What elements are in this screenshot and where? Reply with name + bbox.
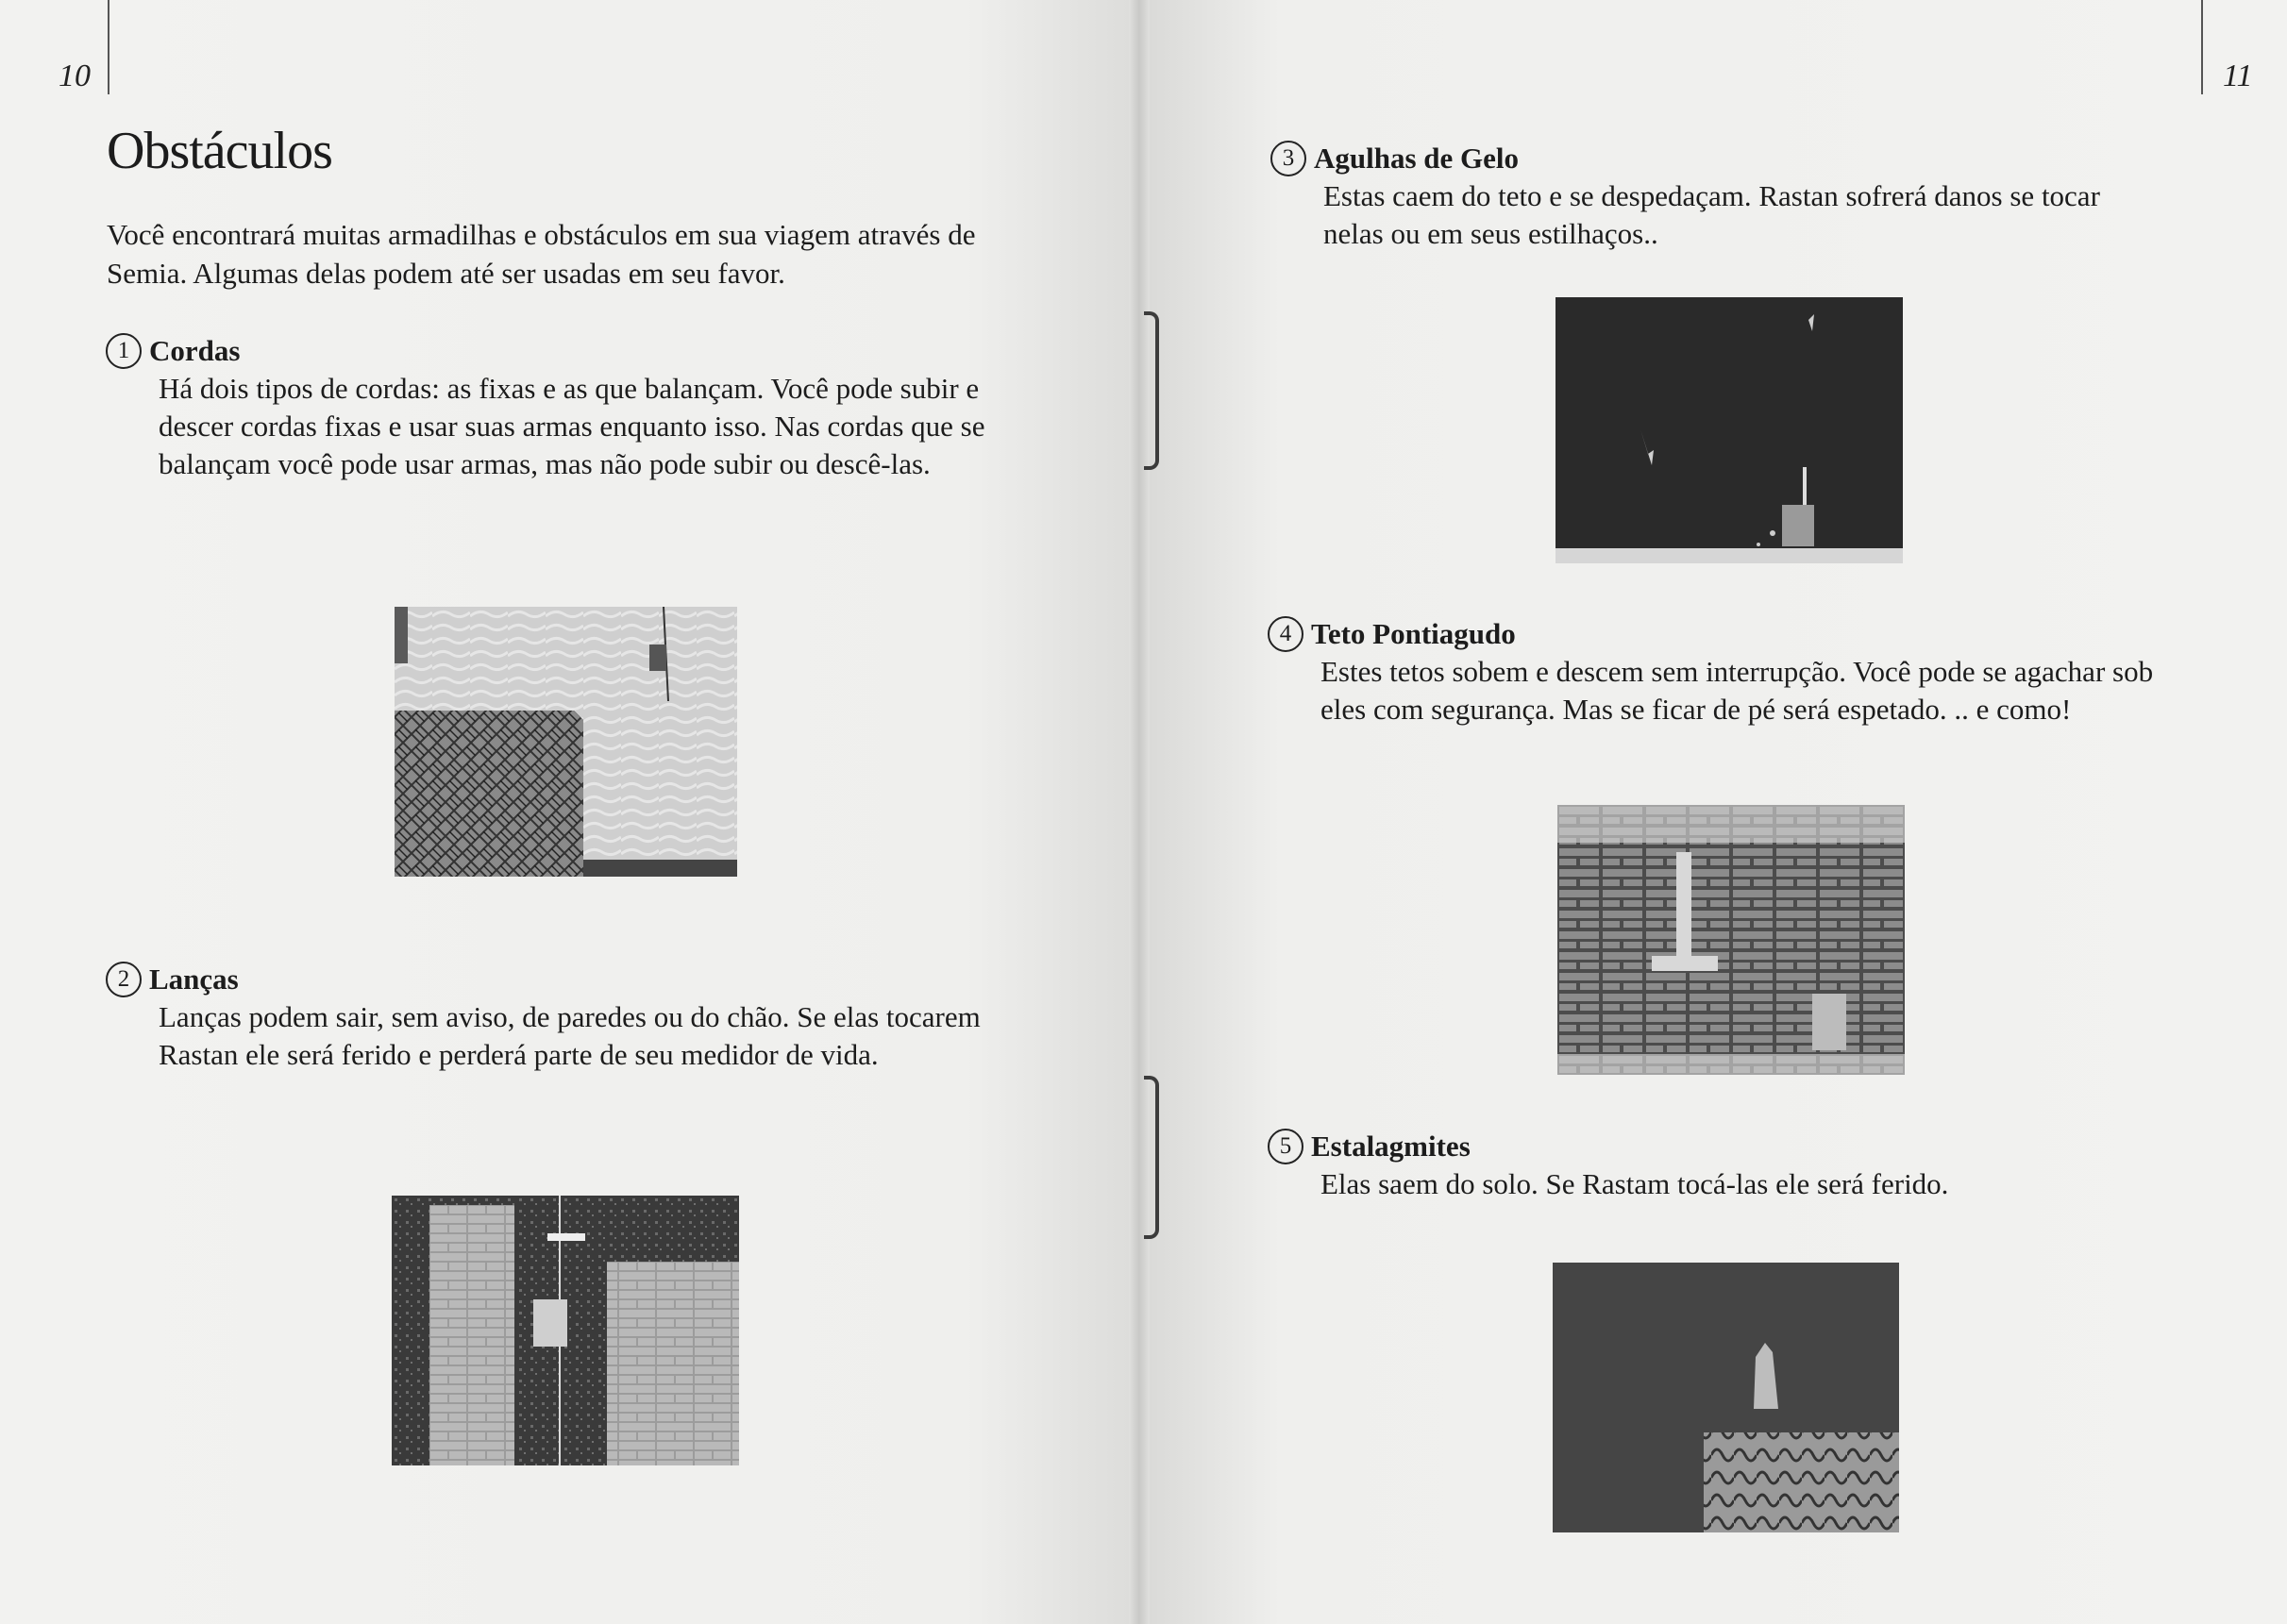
section-number: 5 bbox=[1268, 1129, 1303, 1164]
section-title: Lanças bbox=[149, 963, 239, 996]
page-number-rule-right bbox=[2201, 0, 2203, 94]
section-teto-pontiagudo bbox=[1279, 615, 2198, 728]
page-title: Obstáculos bbox=[107, 122, 332, 180]
section-body: Estes tetos sobem e descem sem interrupção. Você pode se agachar sob eles com segurança. Mas se ficar de pé será espetado. .. e como! bbox=[1320, 655, 2154, 726]
page-number-rule-left bbox=[108, 0, 109, 94]
section-heading bbox=[1282, 140, 2154, 177]
section-title: Teto Pontiagudo bbox=[1311, 617, 1516, 650]
section-heading bbox=[117, 961, 1046, 998]
section-number: 4 bbox=[1268, 616, 1303, 652]
section-title: Estalagmites bbox=[1311, 1130, 1471, 1163]
screenshot-ice-needles bbox=[1555, 297, 1903, 563]
section-number: 1 bbox=[106, 333, 142, 369]
section-heading bbox=[117, 332, 1046, 370]
section-body: Há dois tipos de cordas: as fixas e as que balançam. Você pode subir e descer cordas fixas e usar suas armas enquanto isso. Nas cordas que se balançam você pode usar armas, mas não pode subir ou descê-las. bbox=[159, 372, 985, 480]
section-body: Lanças podem sair, sem aviso, de paredes ou do chão. Se elas tocarem Rastan ele será ferido e perderá parte de seu medidor de vida. bbox=[159, 1000, 981, 1071]
section-heading bbox=[1279, 615, 2198, 653]
page-number-right: 11 bbox=[2223, 59, 2253, 93]
staple-bottom bbox=[1144, 1076, 1159, 1239]
section-number: 2 bbox=[106, 962, 142, 997]
page-number-left: 10 bbox=[59, 59, 91, 93]
intro-paragraph: Você encontrará muitas armadilhas e obstáculos em sua viagem através de Semia. Algumas delas podem até ser usadas em seu favor. bbox=[107, 218, 976, 290]
section-title: Cordas bbox=[149, 334, 241, 367]
section-cordas bbox=[117, 332, 1046, 483]
screenshot-spears bbox=[392, 1196, 739, 1465]
screenshot-spiked-ceiling bbox=[1557, 805, 1905, 1075]
section-body: Elas saem do solo. Se Rastam tocá-las ele será ferido. bbox=[1320, 1167, 1949, 1200]
section-body: Estas caem do teto e se despedaçam. Rastan sofrerá danos se tocar nelas ou em seus estilhaços.. bbox=[1323, 179, 2100, 250]
section-agulhas-de-gelo bbox=[1282, 140, 2154, 253]
section-number: 3 bbox=[1270, 141, 1306, 176]
section-lancas bbox=[117, 961, 1046, 1074]
section-heading bbox=[1279, 1128, 2198, 1165]
section-title: Agulhas de Gelo bbox=[1314, 142, 1520, 175]
book-gutter bbox=[1129, 0, 1150, 1624]
screenshot-stalagmites bbox=[1553, 1263, 1899, 1532]
screenshot-ropes bbox=[395, 607, 737, 877]
section-estalagmites bbox=[1279, 1128, 2198, 1203]
staple-top bbox=[1144, 311, 1159, 470]
